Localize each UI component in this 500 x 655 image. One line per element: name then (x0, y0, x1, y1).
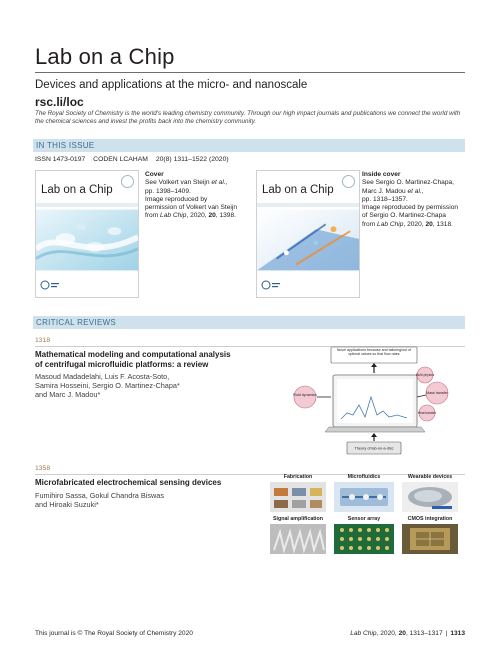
in-this-issue-heading: IN THIS ISSUE (36, 141, 95, 150)
coden: CODEN LCAHAM (93, 156, 148, 163)
grid-label: Wearable devices (407, 474, 453, 480)
grid-cell-fabrication (268, 474, 328, 514)
grid-cell-wearable (400, 474, 460, 514)
grid-label: Fabrication (283, 474, 313, 480)
grid-label: Signal amplification (272, 516, 324, 522)
inside-cover-caption: Inside cover See Sergio O. Martinez-Chapa, Marc J. Madou et al., pp. 1318–1357. Image reproduced by permission of Sergio O. Martinez-Chapa from Lab Chip, 2020, 20, 1318. (362, 171, 466, 229)
issn: ISSN 1473-0197 (35, 156, 86, 163)
cover-badge-icon (121, 175, 134, 188)
cover-logo: Lab on a Chip (262, 184, 334, 196)
article-title[interactable]: Microfabricated electrochemical sensing devices (35, 478, 222, 487)
critical-reviews-bar (33, 316, 465, 329)
front-cover-image[interactable] (35, 170, 139, 298)
article-authors: Fumihiro Sassa, Gokul Chandra Biswas and Hiroaki Suzuki* (35, 491, 164, 509)
rsc-logo-icon (40, 279, 60, 291)
page-number: 1313 (450, 630, 465, 637)
journal-title: Lab on a Chip (35, 44, 175, 69)
article-title[interactable]: Mathematical modeling and computational analysis of centrifugal microfluidic platforms: a review (35, 350, 231, 369)
graphic-right-circle-label: Mass transfer (426, 391, 448, 395)
graphic-right-top-label: Multi-physics (415, 373, 435, 377)
cover-caption-title: Cover (145, 171, 164, 178)
cover-caption-title: Inside cover (362, 171, 401, 178)
cover-artwork-disc (257, 209, 359, 271)
grid-label: CMOS integration (407, 516, 453, 522)
journal-subtitle: Devices and applications at the micro- and nanoscale (35, 79, 308, 91)
grid-cell-microfluidics (332, 474, 396, 514)
article-authors: Masoud Madadelahi, Luis F. Acosta-Soto, Samira Hosseini, Sergio O. Martinez-Chapa* and Marc J. Madou* (35, 372, 180, 399)
grid-cell-signal (268, 516, 328, 556)
cover-logo: Lab on a Chip (41, 184, 113, 196)
graphic-top-label: Novel applications because and tailoring/out of optimal values so that flow rates (336, 348, 412, 357)
cover-badge-icon (342, 175, 355, 188)
toc-graphic-centrifugal[interactable] (287, 345, 461, 457)
grid-cell-cmos (400, 516, 460, 556)
cover-artwork-droplets (36, 209, 138, 271)
footer-citation: Lab Chip, 2020, 20, 1313–1317 | 1313 (350, 630, 465, 637)
toc-graphic-electrochemical[interactable] (268, 474, 460, 556)
inside-cover-image[interactable] (256, 170, 360, 298)
journal-blurb: The Royal Society of Chemistry is the world's leading chemistry community. Through our high impact journals and publications we connect the world with the chemical sciences and invest the profits back into the chemistry community. (35, 110, 461, 125)
grid-label: Microfluidics (347, 474, 381, 480)
article-page-number: 1318 (35, 337, 51, 344)
grid-label: Sensor array (347, 516, 381, 522)
graphic-bottom-label: Theory of lab-on-a-disc (354, 446, 394, 451)
journal-url[interactable]: rsc.li/loc (35, 95, 84, 109)
footer-copyright: This journal is © The Royal Society of Chemistry 2020 (35, 630, 193, 637)
in-this-issue-bar (33, 139, 465, 152)
graphic-right-bottom-label: Heat transfer (417, 411, 437, 415)
article-page-number: 1358 (35, 465, 51, 472)
grid-cell-sensor-array (332, 516, 396, 556)
volume-info: 20(8) 1311–1522 (2020) (155, 156, 229, 163)
graphic-left-circle-label: Fluid dynamics (293, 393, 317, 397)
issue-metadata (35, 156, 235, 163)
rsc-logo-icon (261, 279, 281, 291)
title-divider (35, 72, 465, 73)
front-cover-caption: Cover See Volkert van Steijn et al., pp. 1398–1409. Image reproduced by permission of Volkert van Steijn from Lab Chip, 2020, 20, 1398. (145, 171, 255, 221)
critical-reviews-heading: CRITICAL REVIEWS (36, 318, 117, 327)
